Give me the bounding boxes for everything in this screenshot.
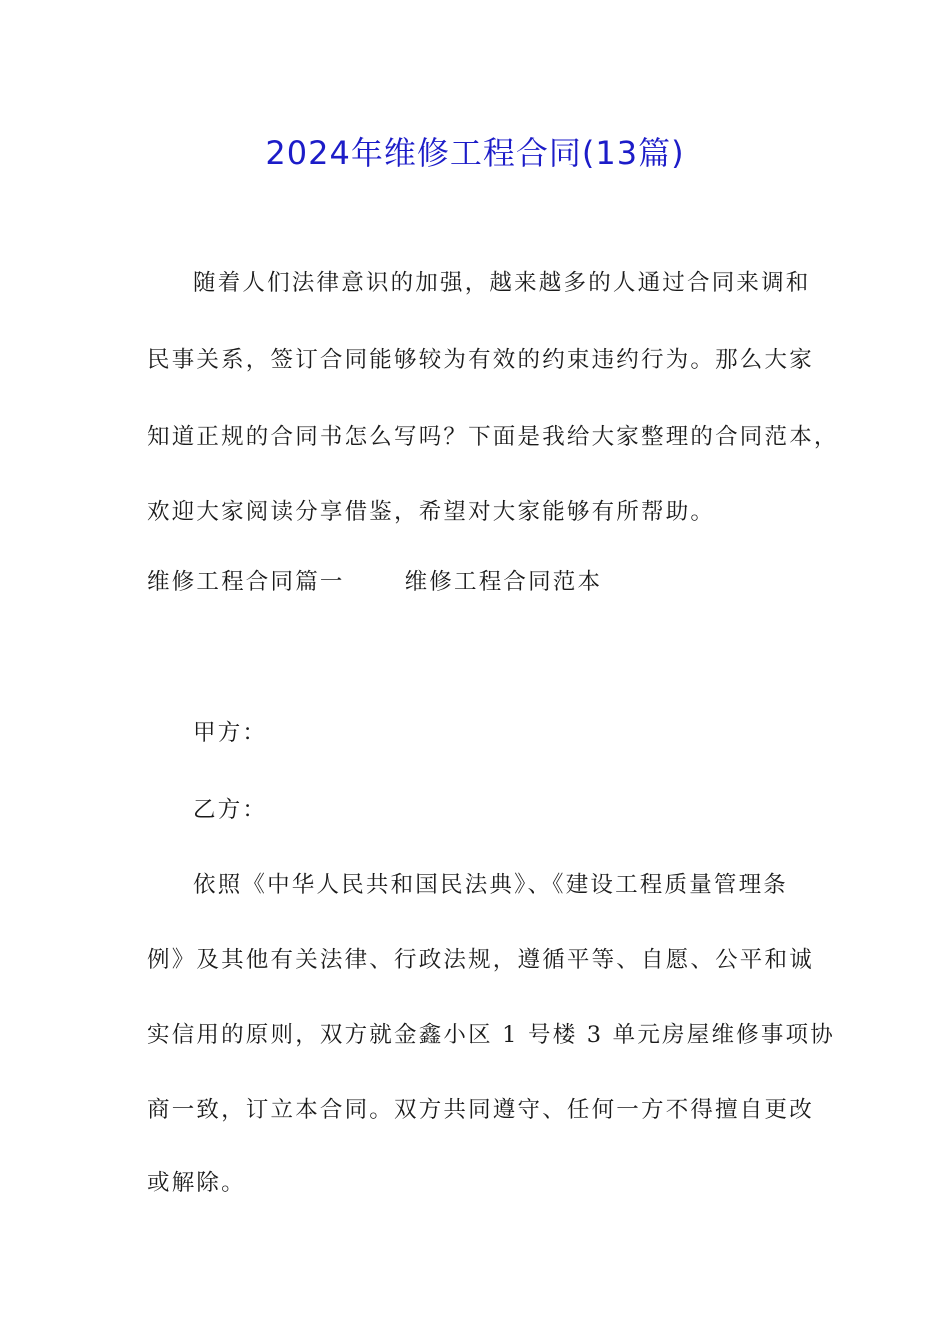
section-heading-row [147, 567, 807, 597]
document-title: 2024年维修工程合同(13篇) [265, 134, 685, 172]
intro-line-1: 随着人们法律意识的加强，越来越多的人通过合同来调和 [193, 270, 811, 296]
body-line-5: 或解除。 [147, 1170, 246, 1196]
intro-line-3: 知道正规的合同书怎么写吗？下面是我给大家整理的合同范本， [147, 424, 839, 450]
party-a-label: 甲方： [193, 720, 268, 746]
section-heading: 维修工程合同篇一 [147, 569, 345, 595]
section-subheading: 维修工程合同范本 [404, 569, 603, 595]
intro-line-2: 民事关系，签订合同能够较为有效的约束违约行为。那么大家 [147, 347, 814, 373]
party-b-label: 乙方： [193, 797, 268, 823]
intro-line-4: 欢迎大家阅读分享借鉴，希望对大家能够有所帮助。 [147, 499, 716, 525]
body-line-4: 商一致，订立本合同。双方共同遵守、任何一方不得擅自更改 [147, 1097, 814, 1123]
body-line-3: 实信用的原则，双方就金鑫小区 1 号楼 3 单元房屋维修事项协 [147, 1022, 835, 1048]
body-line-2: 例》及其他有关法律、行政法规，遵循平等、自愿、公平和诚 [147, 947, 814, 973]
body-line-1: 依照《中华人民共和国民法典》、《建设工程质量管理条 [193, 872, 789, 898]
